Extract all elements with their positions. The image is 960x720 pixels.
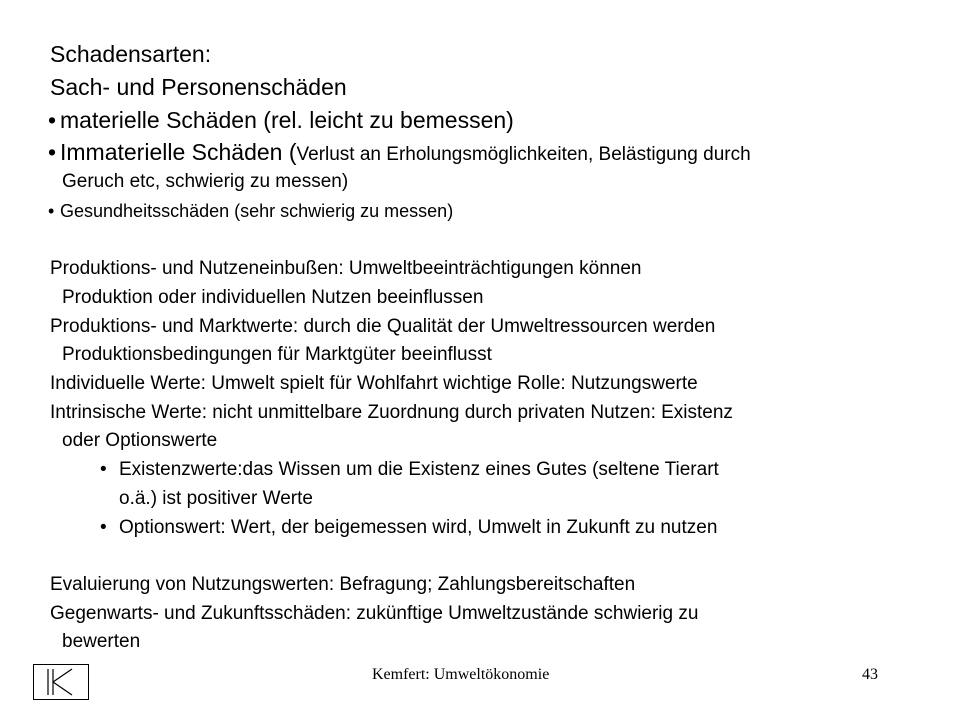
paragraph-line: oder Optionswerte bbox=[62, 430, 218, 451]
bullet-marker: • bbox=[48, 139, 57, 165]
first-slide-button[interactable] bbox=[33, 664, 89, 700]
paragraph-line: Evaluierung von Nutzungswerten: Befragung; Zahlungsbereitschaften bbox=[50, 574, 636, 595]
footer-title: Kemfert: Umweltökonomie bbox=[372, 666, 550, 683]
slide-subheading: Sach- und Personenschäden bbox=[50, 74, 347, 100]
bullet-text: Optionswert: Wert, der beigemessen wird, Umwelt in Zukunft zu nutzen bbox=[119, 517, 718, 538]
bullet-text-continuation: o.ä.) ist positiver Werte bbox=[119, 488, 313, 509]
paragraph-line: Produktion oder individuellen Nutzen beeinflussen bbox=[62, 287, 484, 308]
paragraph-line: Gegenwarts- und Zukunftsschäden: zukünftige Umweltzustände schwierig zu bbox=[50, 603, 699, 624]
bullet-marker: • bbox=[48, 201, 55, 221]
slide-heading: Schadensarten: bbox=[50, 41, 212, 67]
bullet-text: Gesundheitsschäden (sehr schwierig zu messen) bbox=[60, 201, 454, 221]
page-number: 43 bbox=[862, 666, 878, 683]
bullet-text-lead: Immaterielle Schäden ( bbox=[60, 139, 297, 165]
bullet-text: Existenzwerte:das Wissen um die Existenz eines Gutes (seltene Tierart bbox=[119, 459, 719, 480]
bullet-text-continuation: Geruch etc, schwierig zu messen) bbox=[62, 171, 349, 192]
paragraph-line: Produktions- und Marktwerte: durch die Qualität der Umweltressourcen werden bbox=[50, 316, 716, 337]
first-slide-icon bbox=[34, 665, 88, 699]
paragraph-line: bewerten bbox=[62, 631, 141, 652]
bullet-text-detail: Verlust an Erholungsmöglichkeiten, Belästigung durch bbox=[296, 144, 751, 165]
paragraph-line: Individuelle Werte: Umwelt spielt für Wohlfahrt wichtige Rolle: Nutzungswerte bbox=[50, 373, 698, 394]
bullet-marker: • bbox=[100, 517, 107, 538]
paragraph-line: Produktionsbedingungen für Marktgüter beeinflusst bbox=[62, 344, 492, 365]
paragraph-line: Produktions- und Nutzeneinbußen: Umweltbeeinträchtigungen können bbox=[50, 258, 642, 279]
paragraph-line: Intrinsische Werte: nicht unmittelbare Zuordnung durch privaten Nutzen: Existenz bbox=[50, 402, 733, 423]
bullet-text: materielle Schäden (rel. leicht zu bemessen) bbox=[60, 107, 514, 133]
bullet-marker: • bbox=[100, 459, 107, 480]
bullet-marker: • bbox=[48, 107, 57, 133]
bullet-text bbox=[60, 141, 751, 164]
